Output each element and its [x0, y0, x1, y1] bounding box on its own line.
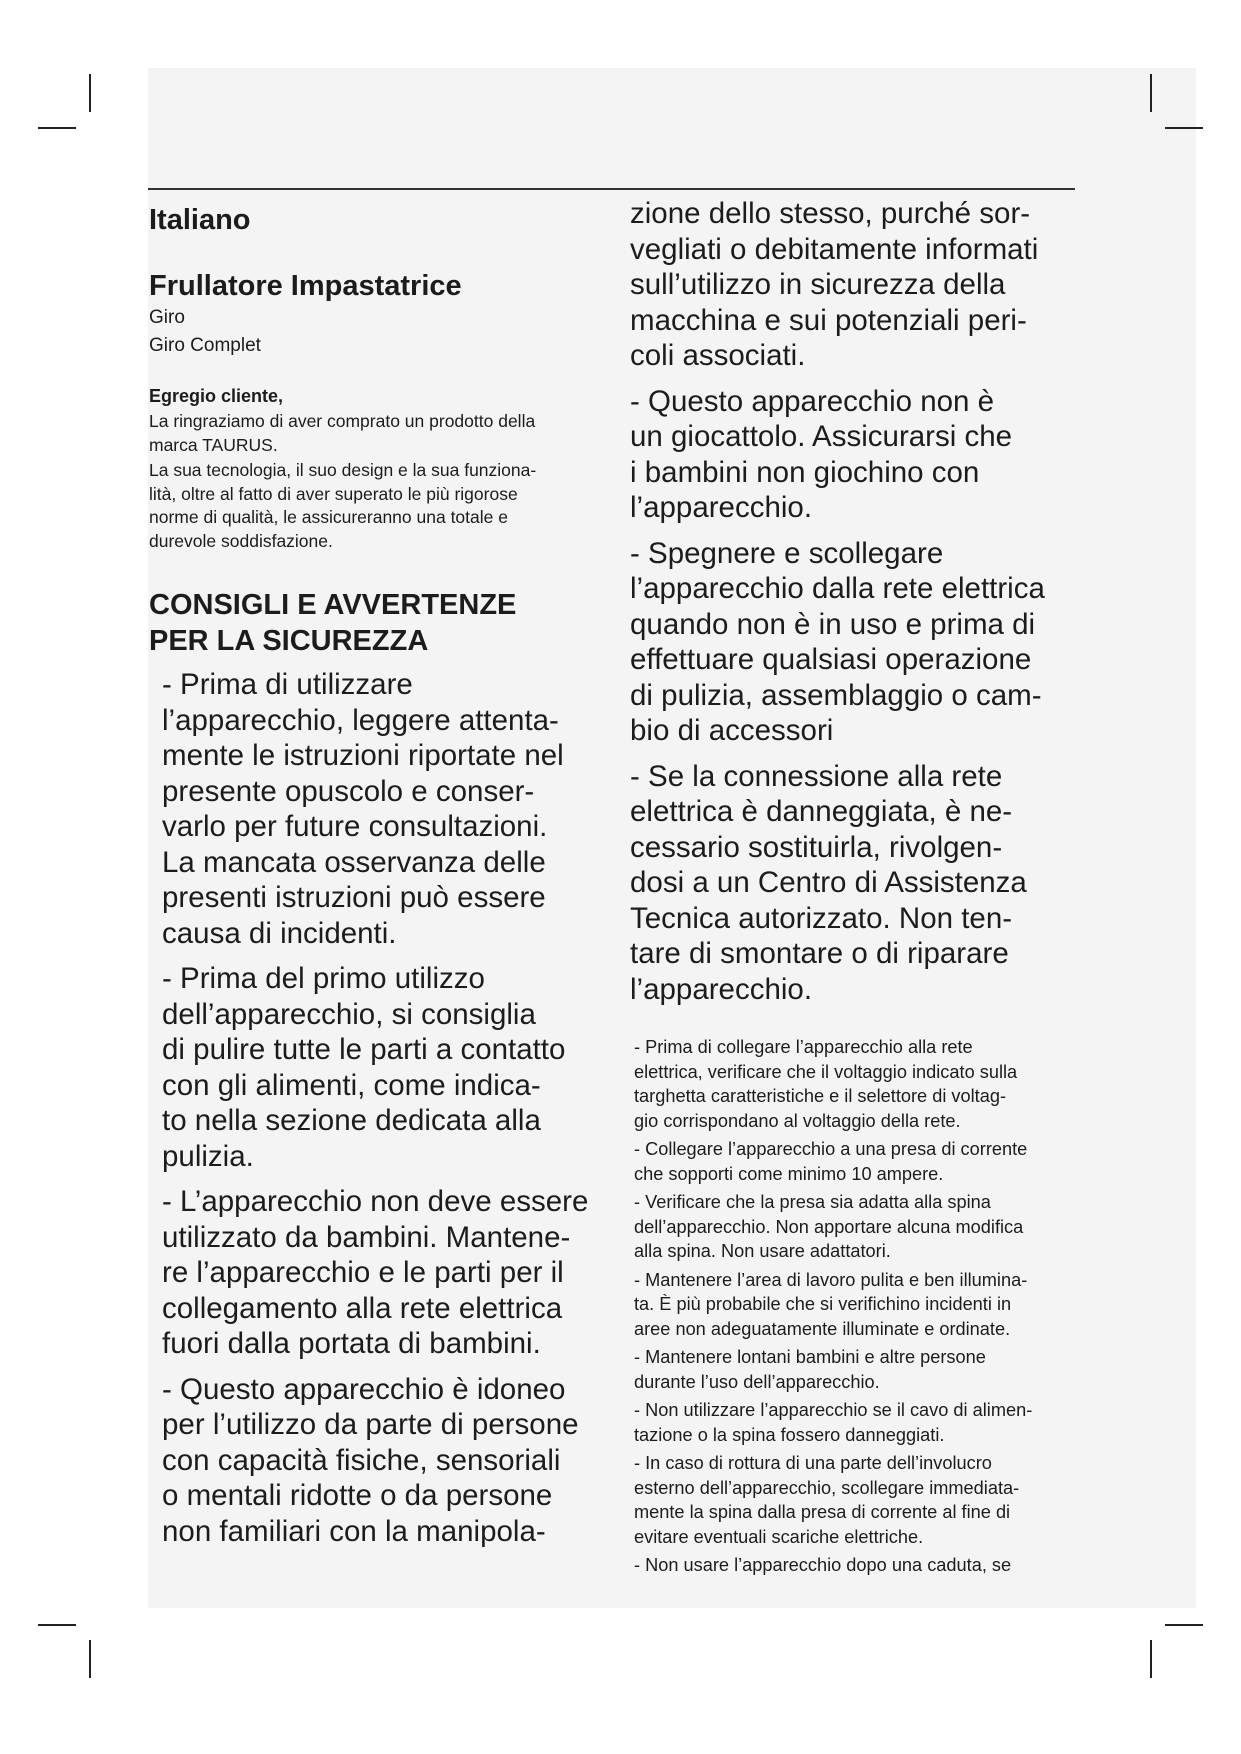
- safety-item: - Spegnere e scollegare l’apparecchio dalla rete elettrica quando non è in uso e prima di effettuare qualsiasi operazione di pulizia, assemblaggio o cam- bio di accessori: [630, 536, 1045, 747]
- safety-item: zione dello stesso, purché sor- vegliati o debitamente informati sull’utilizzo in sicurezza della macchina e sui potenziali peri- coli associati.: [630, 197, 1039, 372]
- safety-note: - In caso di rottura di una parte dell’involucro esterno dell’apparecchio, scollegare immediata- mente la spina dalla presa di corrente al fine di evitare eventuali scariche elettriche.: [634, 1453, 1020, 1547]
- language-heading: Italiano: [149, 204, 251, 236]
- safety-note: - Collegare l’apparecchio a una presa di corrente che sopporti come minimo 10 ampere.: [634, 1139, 1028, 1184]
- crop-mark-bottom-right-v: [1150, 1640, 1152, 1678]
- safety-item: - L’apparecchio non deve essere utilizzato da bambini. Mantene- re l’apparecchio e le parti per il collegamento alla rete elettrica fuori dalla portata di bambini.: [162, 1185, 589, 1360]
- model-name: Giro Complet: [149, 335, 261, 356]
- crop-mark-bottom-left-v: [89, 1640, 91, 1678]
- crop-mark-top-left-v: [89, 74, 91, 112]
- safety-note: - Non usare l’apparecchio dopo una caduta, se: [634, 1555, 1012, 1575]
- safety-note: - Non utilizzare l’apparecchio se il cavo di alimen- tazione o la spina fossero danneggiati.: [634, 1400, 1033, 1445]
- safety-note: - Verificare che la presa sia adatta alla spina dell’apparecchio. Non apportare alcuna modifica alla spina. Non usare adattatori.: [634, 1192, 1024, 1261]
- safety-section-title: CONSIGLI E AVVERTENZE PER LA SICUREZZA: [149, 589, 517, 657]
- crop-mark-bottom-right-h: [1165, 1624, 1203, 1626]
- crop-mark-bottom-left-h: [38, 1624, 76, 1626]
- safety-item: - Questo apparecchio non è un giocattolo. Assicurarsi che i bambini non giochino con l’apparecchio.: [630, 384, 1013, 524]
- safety-item: - Prima del primo utilizzo dell’apparecchio, si consiglia di pulire tutte le parti a contatto con gli alimenti, come indica- to nella sezione dedicata alla pulizia.: [162, 962, 566, 1173]
- safety-item: - Questo apparecchio è idoneo per l’utilizzo da parte di persone con capacità fisiche, sensoriali o mentali ridotte o da persone non familiari con la manipola-: [162, 1372, 579, 1548]
- safety-item: - Prima di utilizzare l’apparecchio, leggere attenta- mente le istruzioni riportate nel presente opuscolo e conser- varlo per future consultazioni. La mancata osservanza delle presenti istruzioni può essere causa di incidenti.: [162, 668, 564, 950]
- crop-mark-top-right-v: [1150, 74, 1152, 112]
- crop-mark-top-left-h: [38, 127, 76, 129]
- left-column: [149, 190, 609, 1549]
- greeting: Egregio cliente,: [149, 386, 284, 406]
- safety-note: - Mantenere l’area di lavoro pulita e ben illumina- ta. È più probabile che si verifichino incidenti in aree non adeguatamente illuminate e ordinate.: [634, 1269, 1028, 1339]
- crop-mark-top-right-h: [1165, 127, 1203, 129]
- model-name: Giro: [149, 307, 185, 328]
- right-column: [630, 190, 1080, 1582]
- safety-note: - Mantenere lontani bambini e altre persone durante l’uso dell’apparecchio.: [634, 1347, 986, 1392]
- intro-paragraph: La sua tecnologia, il suo design e la sua funziona- lità, oltre al fatto di aver superato le più rigorose norme di qualità, le assicureranno una totale e durevole soddisfazione.: [149, 460, 537, 551]
- intro-paragraph: La ringraziamo di aver comprato un prodotto della marca TAURUS.: [149, 411, 536, 455]
- safety-item: - Se la connessione alla rete elettrica è danneggiata, è ne- cessario sostituirla, rivolgen- dosi a un Centro di Assistenza Tecnica autorizzato. Non ten- tare di smontare o di riparare l’apparecchio.: [630, 759, 1027, 1006]
- safety-note: - Prima di collegare l’apparecchio alla rete elettrica, verificare che il voltaggio indicato sulla targhetta caratteristiche e il selettore di voltag- gio corrispondano al voltaggio della rete.: [634, 1037, 1018, 1131]
- product-title: Frullatore Impastatrice: [149, 270, 462, 302]
